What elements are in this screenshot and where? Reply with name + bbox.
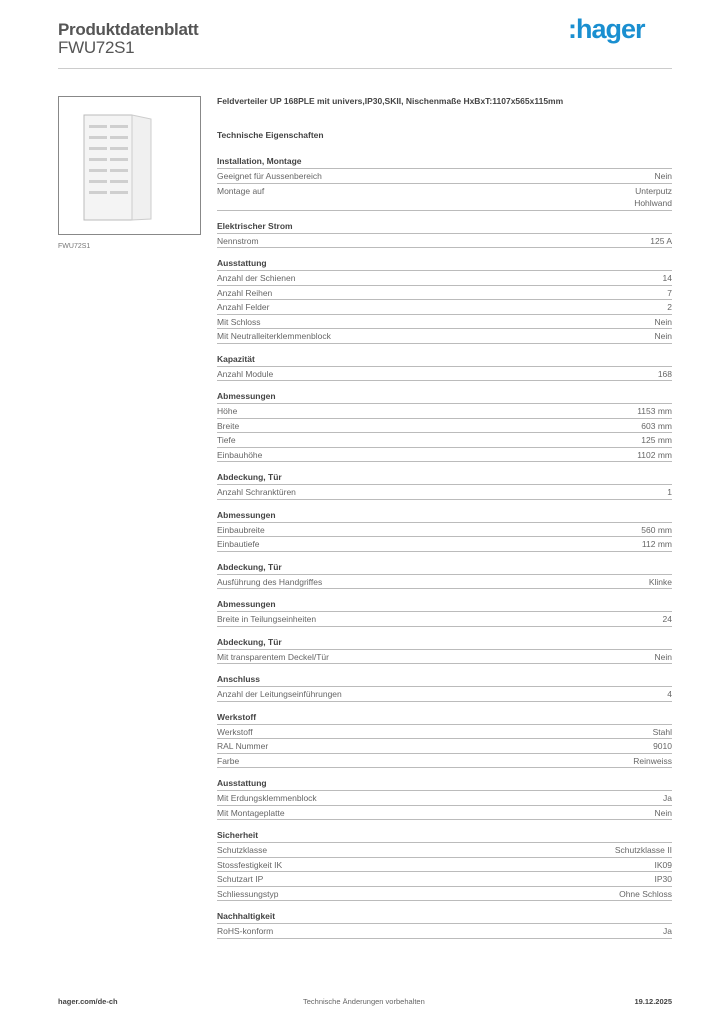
property-value: 125 A	[650, 235, 672, 246]
property-label: Mit Neutralleiterklemmenblock	[217, 331, 331, 341]
header-divider	[58, 68, 672, 69]
property-row	[217, 184, 672, 211]
section-heading: Ausstattung	[217, 777, 672, 791]
property-value: Nein	[654, 651, 672, 662]
property-row	[217, 924, 672, 939]
property-value: 112 mm	[641, 539, 672, 549]
footer-date: 19.12.2025	[634, 997, 672, 1006]
property-row	[217, 286, 672, 301]
property-row	[217, 843, 672, 858]
property-value: 2	[667, 302, 672, 312]
property-section	[217, 220, 672, 249]
property-section	[217, 829, 672, 901]
property-label: Stossfestigkeit IK	[217, 859, 283, 870]
property-label: Höhe	[217, 406, 238, 416]
property-label: Nennstrom	[217, 235, 259, 246]
property-label: Mit transparentem Deckel/Tür	[217, 651, 329, 662]
property-label: Tiefe	[217, 435, 236, 445]
property-section	[217, 910, 672, 939]
property-section	[217, 509, 672, 552]
property-row	[217, 271, 672, 286]
property-row	[217, 575, 672, 590]
section-heading: Anschluss	[217, 673, 672, 687]
property-label: Anzahl Module	[217, 368, 274, 379]
property-label: Mit Montageplatte	[217, 807, 285, 818]
property-value: 14	[662, 273, 672, 283]
property-row	[217, 650, 672, 665]
property-row	[217, 404, 672, 419]
section-heading: Werkstoff	[217, 711, 672, 725]
property-label: RoHS-konform	[217, 926, 274, 936]
property-value: Nein	[654, 171, 672, 181]
property-value: Ja	[663, 926, 672, 936]
property-section	[217, 561, 672, 590]
property-section	[217, 598, 672, 627]
property-value: Nein	[654, 807, 672, 818]
property-row	[217, 612, 672, 627]
product-image	[58, 96, 201, 235]
property-section	[217, 390, 672, 462]
property-value: Nein	[654, 316, 672, 327]
property-label: Anzahl der Schienen	[217, 273, 296, 283]
property-value: IK09	[654, 859, 672, 870]
section-heading: Abmessungen	[217, 390, 672, 404]
property-row	[217, 754, 672, 769]
property-value: 603 mm	[641, 420, 672, 431]
section-heading: Ausstattung	[217, 257, 672, 271]
property-value: 1	[667, 487, 672, 497]
property-value: 4	[667, 689, 672, 699]
property-value: 1153 mm	[637, 406, 672, 416]
property-row	[217, 725, 672, 740]
hager-logo: :hager	[568, 14, 645, 44]
tech-heading: Technische Eigenschaften	[217, 130, 324, 140]
property-row	[217, 537, 672, 552]
property-label: Werkstoff	[217, 726, 253, 737]
property-label: Ausführung des Handgriffes	[217, 576, 323, 587]
section-heading: Kapazität	[217, 353, 672, 367]
property-value: 125 mm	[641, 435, 672, 445]
property-label: Anzahl Reihen	[217, 287, 273, 298]
property-value: 1102 mm	[637, 449, 672, 460]
property-label: Anzahl Felder	[217, 302, 270, 312]
page-title: Produktdatenblatt	[58, 20, 199, 39]
image-caption: FWU72S1	[58, 243, 91, 250]
property-value: Nein	[654, 331, 672, 341]
section-heading: Abdeckung, Tür	[217, 471, 672, 485]
property-label: Montage auf	[217, 185, 265, 196]
property-label: Anzahl Schranktüren	[217, 487, 296, 497]
property-row	[217, 687, 672, 702]
property-row	[217, 367, 672, 382]
property-value: 7	[667, 287, 672, 298]
section-heading: Abmessungen	[217, 509, 672, 523]
property-row	[217, 806, 672, 821]
property-row	[217, 448, 672, 463]
property-value: Unterputz Hohlwand	[634, 185, 672, 208]
distribution-cabinet-icon	[59, 97, 200, 234]
property-section	[217, 471, 672, 500]
property-value: IP30	[654, 874, 672, 884]
property-label: Mit Schloss	[217, 316, 261, 327]
property-section	[217, 353, 672, 382]
section-heading: Abmessungen	[217, 598, 672, 612]
property-row	[217, 791, 672, 806]
property-row	[217, 523, 672, 538]
section-heading: Elektrischer Strom	[217, 220, 672, 234]
property-label: Einbautiefe	[217, 539, 260, 549]
section-heading: Nachhaltigkeit	[217, 910, 672, 924]
property-row	[217, 485, 672, 500]
property-label: Breite in Teilungseinheiten	[217, 614, 317, 624]
property-label: Schutzart IP	[217, 874, 264, 884]
property-label: RAL Nummer	[217, 741, 269, 751]
property-label: Farbe	[217, 755, 240, 766]
properties-list	[217, 155, 672, 948]
property-label: Breite	[217, 420, 240, 431]
property-row	[217, 300, 672, 315]
section-heading: Installation, Montage	[217, 155, 672, 169]
product-description: Feldverteiler UP 168PLE mit univers,IP30,SKII, Nischenmaße HxBxT:1107x565x115mm	[217, 96, 564, 106]
property-row	[217, 872, 672, 887]
property-label: Geeignet für Aussenbereich	[217, 171, 322, 181]
property-value: Ohne Schloss	[619, 888, 672, 899]
property-section	[217, 673, 672, 702]
property-section	[217, 257, 672, 344]
property-section	[217, 636, 672, 665]
property-value: 9010	[653, 741, 672, 751]
section-heading: Abdeckung, Tür	[217, 636, 672, 650]
property-value: Klinke	[648, 576, 672, 587]
property-label: Einbaubreite	[217, 524, 265, 535]
property-section	[217, 777, 672, 820]
property-section	[217, 711, 672, 769]
property-label: Mit Erdungsklemmenblock	[217, 793, 317, 803]
property-label: Einbauhöhe	[217, 449, 263, 460]
property-row	[217, 739, 672, 754]
property-label: Schutzklasse	[217, 845, 268, 855]
property-row	[217, 329, 672, 344]
property-row	[217, 234, 672, 249]
property-value: 560 mm	[641, 524, 672, 535]
section-heading: Abdeckung, Tür	[217, 561, 672, 575]
property-value: 24	[662, 614, 672, 624]
property-value: Stahl	[652, 726, 672, 737]
property-section	[217, 155, 672, 211]
product-code: FWU72S1	[58, 38, 135, 57]
property-label: Anzahl der Leitungseinführungen	[217, 689, 342, 699]
property-value: 168	[657, 368, 672, 379]
property-row	[217, 858, 672, 873]
property-row	[217, 169, 672, 184]
property-value: Ja	[663, 793, 672, 803]
property-row	[217, 433, 672, 448]
property-row	[217, 419, 672, 434]
property-row	[217, 315, 672, 330]
footer-notice: Technische Änderungen vorbehalten	[303, 997, 425, 1006]
property-value: Reinweiss	[633, 755, 672, 766]
footer-website: hager.com/de-ch	[58, 997, 118, 1006]
property-label: Schliessungstyp	[217, 888, 279, 899]
property-row	[217, 887, 672, 902]
section-heading: Sicherheit	[217, 829, 672, 843]
property-value: Schutzklasse II	[614, 845, 672, 855]
